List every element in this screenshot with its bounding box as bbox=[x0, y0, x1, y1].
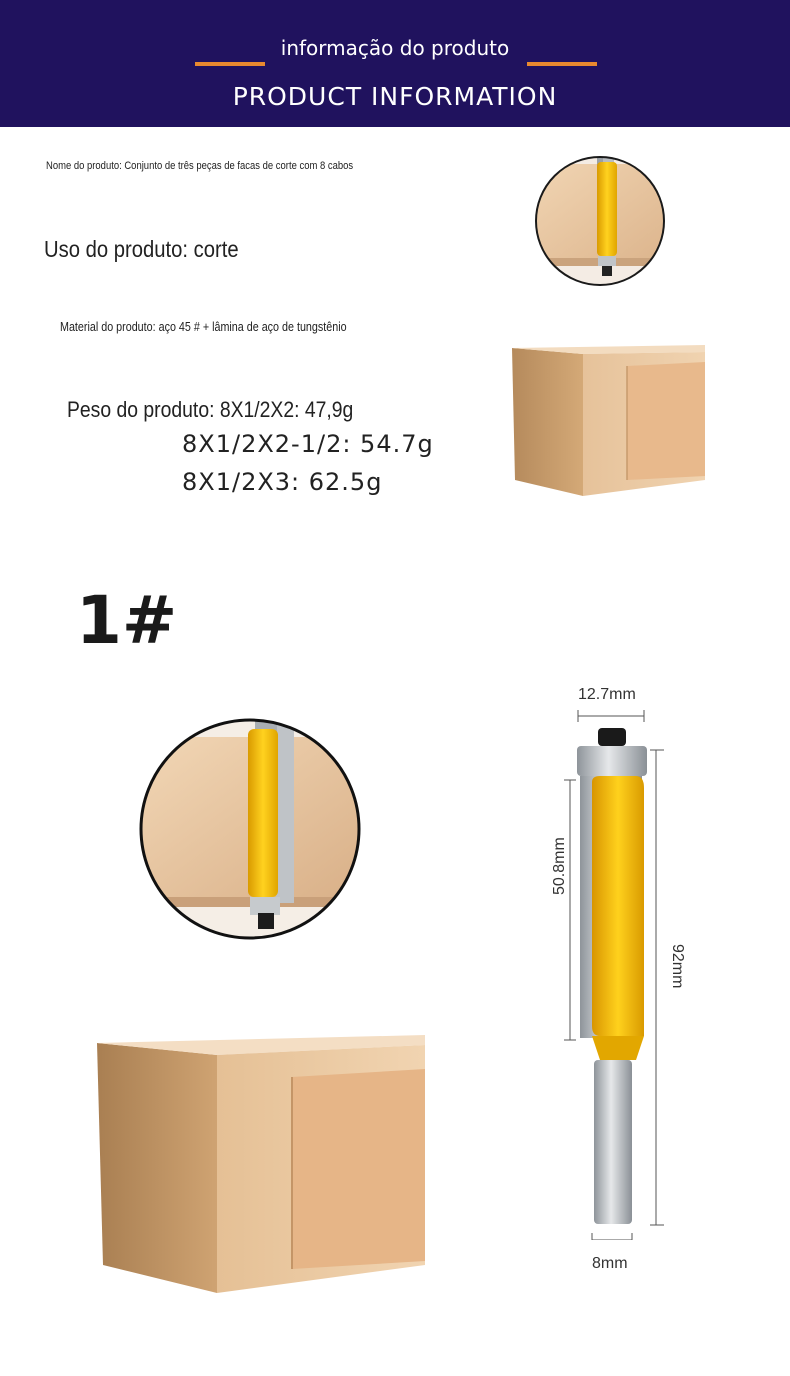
dim-cutter-diameter: 12.7mm bbox=[578, 686, 636, 703]
product-weight-1: Peso do produto: 8X1/2X2: 47,9g bbox=[67, 397, 354, 422]
product-weight-3: 8X1/2X3: 62.5g bbox=[182, 468, 383, 496]
wood-block-icon bbox=[505, 340, 715, 500]
product-material: Material do produto: aço 45 # + lâmina de aço de tungstênio bbox=[60, 320, 347, 334]
router-bit-large-closeup-icon bbox=[138, 717, 362, 941]
router-bit-dimension-drawing bbox=[540, 700, 680, 1240]
header-accent-line-left bbox=[195, 62, 265, 66]
section-label: 1# bbox=[76, 582, 178, 659]
header-banner bbox=[0, 0, 790, 127]
wood-block-large-icon bbox=[85, 1025, 435, 1305]
product-usage: Uso do produto: corte bbox=[44, 236, 239, 262]
header-title-en: PRODUCT INFORMATION bbox=[232, 82, 558, 111]
dim-cutting-length: 50.8mm bbox=[551, 837, 568, 895]
product-weight-2: 8X1/2X2-1/2: 54.7g bbox=[182, 430, 434, 458]
header-accent-line-right bbox=[527, 62, 597, 66]
router-bit-closeup-icon bbox=[533, 154, 667, 288]
header-title-pt: informação do produto bbox=[280, 36, 510, 60]
dim-shank: 8mm bbox=[592, 1255, 628, 1272]
dim-total-length: 92mm bbox=[669, 944, 686, 989]
product-name: Nome do produto: Conjunto de três peças de facas de corte com 8 cabos bbox=[46, 160, 354, 172]
